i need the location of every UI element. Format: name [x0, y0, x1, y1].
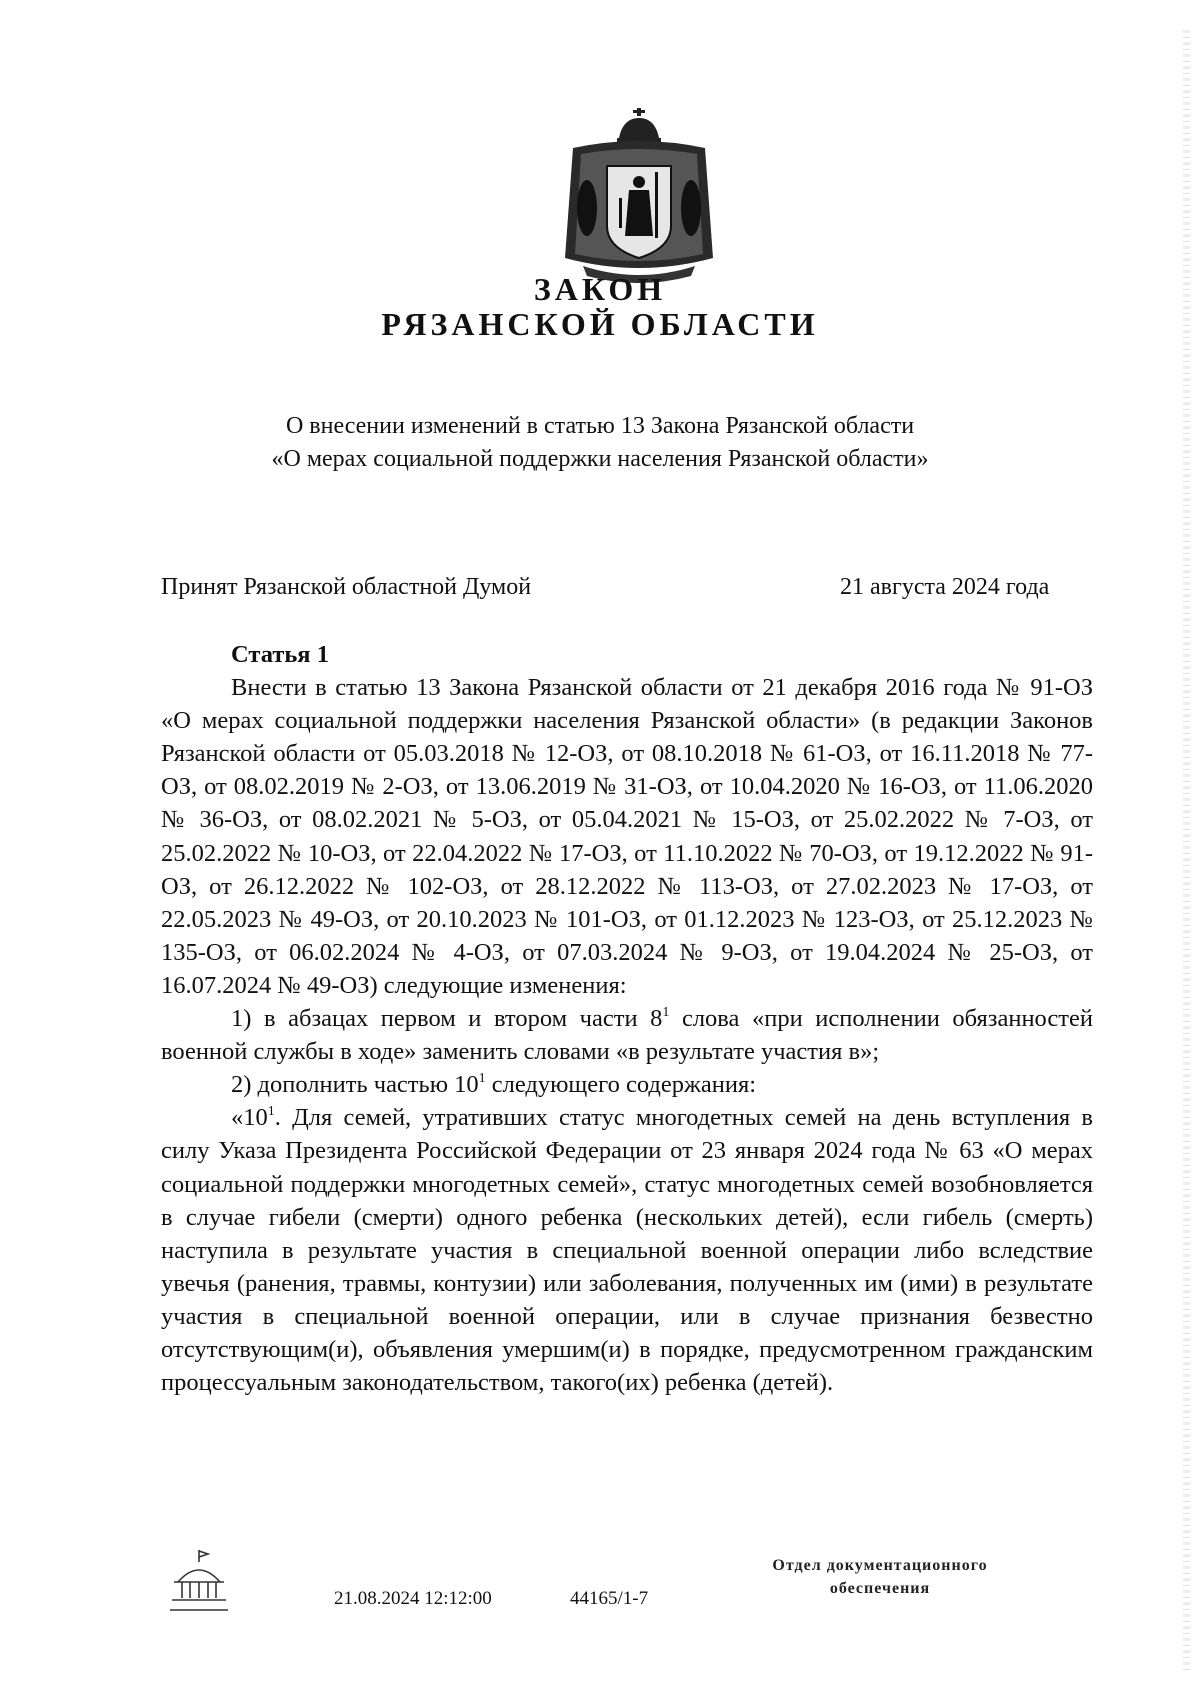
department-stamp: [730, 1554, 1030, 1600]
ryazan-coat-of-arms-icon: [553, 108, 725, 288]
article-1: [161, 638, 1093, 1399]
subject-line2: «О мерах социальной поддержки населения Рязанской области»: [271, 446, 929, 472]
duma-building-logo-icon: [168, 1548, 230, 1614]
article-intro: Внести в статью 13 Закона Рязанской области от 21 декабря 2016 года № 91-ОЗ «О мерах социальной поддержки населения Рязанской области» (в редакции Законов Рязанской области от 05.03.2018 № 12-ОЗ, от 08.10.2018 № 61-ОЗ, от 16.11.2018 № 77-ОЗ, от 08.02.2019 № 2-ОЗ, от 13.06.2019 № 31-ОЗ, от 10.04.2020 № 16-ОЗ, от 11.06.2020 № 36-ОЗ, от 08.02.2021 № 5-ОЗ, от 05.04.2021 № 15-ОЗ, от 25.02.2022 № 7-ОЗ, от 25.02.2022 № 10-ОЗ, от 22.04.2022 № 17-ОЗ, от 11.10.2022 № 70-ОЗ, от 19.12.2022 № 91-ОЗ, от 26.12.2022 № 102-ОЗ, от 28.12.2022 № 113-ОЗ, от 27.02.2023 № 17-ОЗ, от 22.05.2023 № 49-ОЗ, от 20.10.2023 № 101-ОЗ, от 01.12.2023 № 123-ОЗ, от 25.12.2023 № 135-ОЗ, от 06.02.2024 № 4-ОЗ, от 07.03.2024 № 9-ОЗ, от 19.04.2024 № 25-ОЗ, от 16.07.2024 № 49-ОЗ) следующие изменения:: [161, 674, 1093, 999]
registration-number: 44165/1-7: [570, 1588, 649, 1609]
department-line2: обеспечения: [829, 1580, 931, 1597]
department-line1: Отдел документационного: [772, 1557, 988, 1574]
amendment-item-2: 2) дополнить частью $10^1$ следующего содержания:: [231, 1071, 757, 1099]
registration-timestamp: 21.08.2024 12:12:00: [334, 1588, 492, 1609]
subject-line1: О внесении изменений в статью 13 Закона Рязанской области: [285, 413, 915, 439]
amendment-item-1: 1) в абзацах первом и втором части $8^1$ слова «при исполнении обязанностей военной службы в ходе» заменить словами «в результате участия в»;: [161, 1005, 1093, 1066]
law-subject: [0, 410, 1200, 476]
law-title-line2: РЯЗАНСКОЙ ОБЛАСТИ: [381, 306, 819, 342]
adopted-date: 21 августа 2024 года: [840, 574, 1050, 600]
law-title-line1: ЗАКОН: [533, 271, 667, 307]
adopted-by: Принят Рязанской областной Думой: [161, 574, 532, 600]
article-heading: Статья 1: [231, 641, 329, 668]
amendment-quote: «$10^1$. Для семей, утративших статус многодетных семей на день вступления в силу Указа Президента Российской Федерации от 23 января 2024 года № 63 «О мерах социальной поддержки многодетных семей», статус многодетных семей возобновляется в случае гибели (смерти) одного ребенка (нескольких детей), если гибель (смерть) наступила в результате участия в специальной военной операции либо вследствие увечья (ранения, травмы, контузии) или заболевания, полученных им (ими) в результате участия в специальной военной операции, или в случае признания безвестно отсутствующим(и), объявления умершим(и) в порядке, предусмотренном гражданским процессуальным законодательством, такого(их) ребенка (детей).: [161, 1104, 1093, 1397]
